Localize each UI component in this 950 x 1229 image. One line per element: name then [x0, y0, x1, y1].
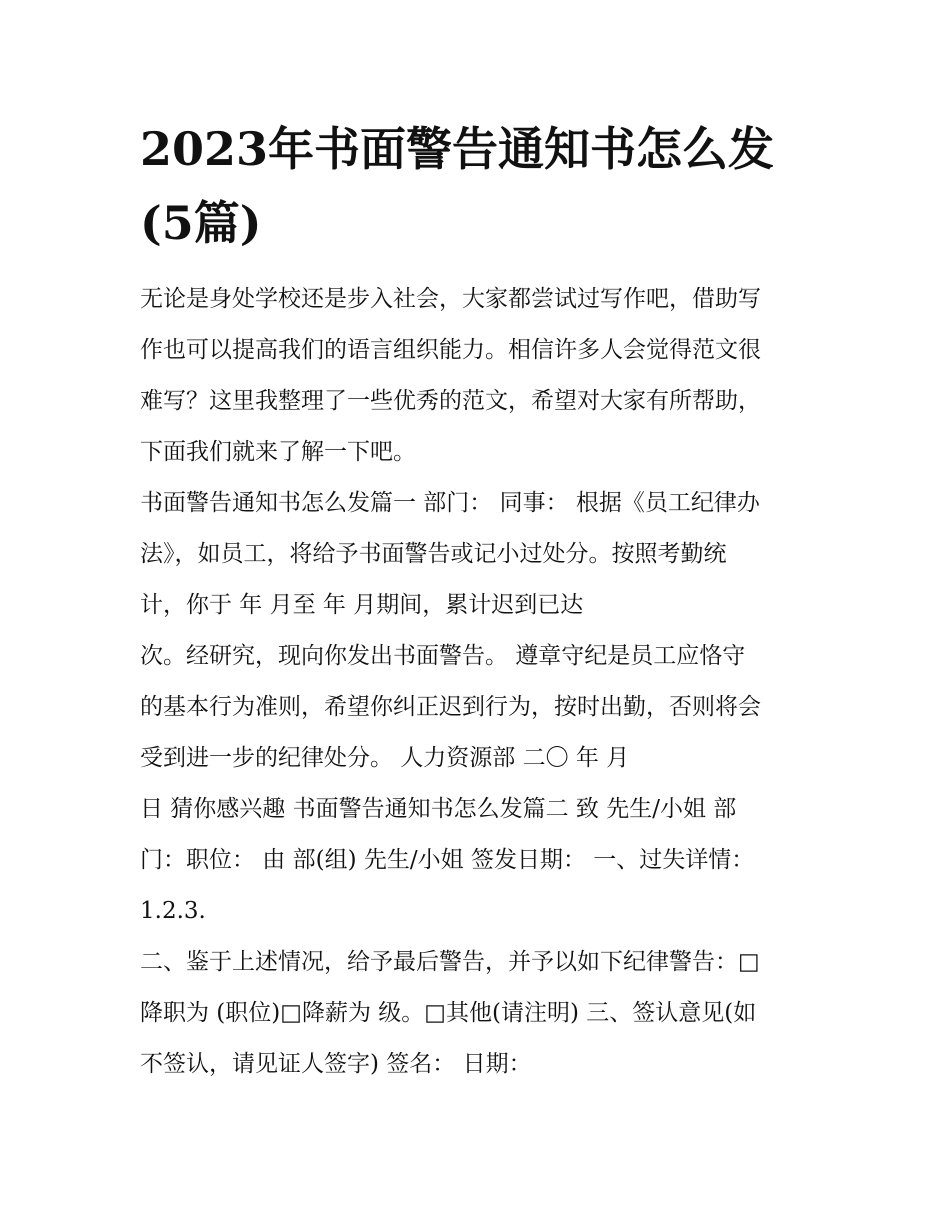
title-line-1: 2023年书面警告通知书怎么发 [140, 122, 775, 176]
body-line-10: 受到进一步的纪律处分。 人力资源部 二〇 年 月 [140, 745, 630, 771]
document-body [140, 274, 812, 1090]
body-line-15: 降职为 (职位)□降薪为 级。□其他(请注明) 三、签认意见(如 [140, 1000, 757, 1026]
body-line-9: 的基本行为准则，希望你纠正迟到行为，按时出勤，否则将会 [140, 694, 761, 720]
body-line-1: 无论是身处学校还是步入社会，大家都尝试过写作吧，借助写 [140, 286, 761, 312]
body-line-16: 不签认，请见证人签字) 签名： 日期： [140, 1051, 532, 1077]
body-line-6: 法》，如员工，将给予书面警告或记小过处分。按照考勤统 [140, 541, 727, 567]
body-line-3: 难写？这里我整理了一些优秀的范文，希望对大家有所帮助， [140, 388, 761, 414]
body-line-11: 日 猜你感兴趣 书面警告通知书怎么发篇二 致 先生/小姐 部 [140, 796, 737, 822]
body-line-5: 书面警告通知书怎么发篇一 部门： 同事： 根据《员工纪律办 [140, 490, 760, 516]
document-page [140, 112, 812, 1090]
body-line-4: 下面我们就来了解一下吧。 [140, 439, 416, 465]
body-line-2: 作也可以提高我们的语言组织能力。相信许多人会觉得范文很 [140, 337, 761, 363]
body-line-13: 1.2.3. [140, 898, 206, 924]
document-title [140, 112, 812, 260]
body-line-14: 二、鉴于上述情况，给予最后警告，并予以如下纪律警告：□ [140, 949, 760, 975]
body-line-8: 次。经研究，现向你发出书面警告。 遵章守纪是员工应恪守 [140, 643, 746, 669]
body-line-7: 计，你于 年 月至 年 月期间，累计迟到已达 [140, 592, 584, 618]
title-line-2: (5篇) [140, 196, 262, 250]
body-line-12: 门：职位： 由 部(组) 先生/小姐 签发日期： 一、过失详情： [140, 847, 755, 873]
